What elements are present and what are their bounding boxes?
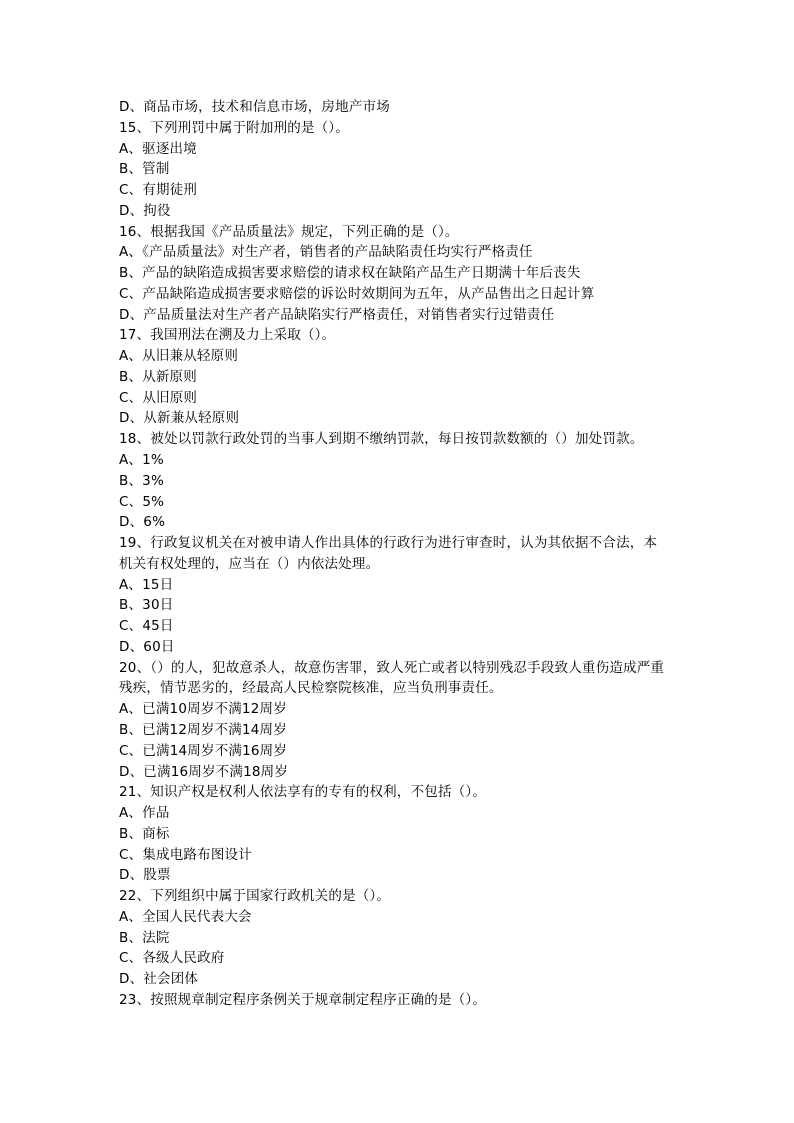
text-line: B、30日 bbox=[119, 597, 174, 614]
text-line: D、股票 bbox=[119, 867, 171, 884]
text-line: 18、被处以罚款行政处罚的当事人到期不缴纳罚款，每日按罚款数额的（）加处罚款。 bbox=[119, 431, 644, 448]
text-line: D、6% bbox=[119, 514, 166, 531]
text-line: B、从新原则 bbox=[119, 368, 197, 385]
text-line: C、5% bbox=[119, 493, 165, 510]
text-line: 20、（）的人，犯故意杀人，故意伤害罪，致人死亡或者以特别残忍手段致人重伤造成严重 bbox=[119, 659, 665, 676]
text-line: D、60日 bbox=[119, 638, 175, 655]
text-line: D、已满16周岁不满18周岁 bbox=[119, 763, 289, 780]
text-line: C、集成电路布图设计 bbox=[119, 846, 252, 863]
text-line: A、1% bbox=[119, 452, 164, 469]
text-line: D、拘役 bbox=[119, 202, 171, 219]
text-line: C、各级人民政府 bbox=[119, 950, 225, 967]
text-line: 机关有权处理的，应当在（）内依法处理。 bbox=[119, 555, 380, 572]
text-line: 残疾，情节恶劣的，经最高人民检察院核准，应当负刑事责任。 bbox=[119, 680, 503, 697]
text-line: A、作品 bbox=[119, 805, 170, 822]
text-line: 21、知识产权是权利人依法享有的专有的权利，不包括（）。 bbox=[119, 784, 487, 801]
text-line: B、商标 bbox=[119, 825, 170, 842]
text-line: B、3% bbox=[119, 472, 164, 489]
text-line: A、从旧兼从轻原则 bbox=[119, 348, 239, 365]
text-line: C、有期徒刑 bbox=[119, 182, 198, 199]
text-line: D、产品质量法对生产者产品缺陷实行严格责任，对销售者实行过错责任 bbox=[119, 306, 555, 323]
text-line: D、社会团体 bbox=[119, 971, 199, 988]
text-line: A、15日 bbox=[119, 576, 174, 593]
text-line: 19、行政复议机关在对被申请人作出具体的行政行为进行审查时，认为其依据不合法，本 bbox=[119, 535, 658, 552]
text-line: A、驱逐出境 bbox=[119, 140, 197, 157]
text-line: B、法院 bbox=[119, 929, 170, 946]
text-line: B、产品的缺陷造成损害要求赔偿的请求权在缺陷产品生产日期满十年后丧失 bbox=[119, 265, 581, 282]
text-line: C、产品缺陷造成损害要求赔偿的诉讼时效期间为五年，从产品售出之日起计算 bbox=[119, 285, 595, 302]
text-line: B、已满12周岁不满14周岁 bbox=[119, 721, 287, 738]
text-line: C、从旧原则 bbox=[119, 389, 198, 406]
text-line: A、《产品质量法》对生产者，销售者的产品缺陷责任均实行严格责任 bbox=[119, 244, 533, 261]
text-line: 16、根据我国《产品质量法》规定，下列正确的是（）。 bbox=[119, 223, 459, 240]
text-line: 15、下列刑罚中属于附加刑的是（）。 bbox=[119, 119, 350, 136]
text-line: C、已满14周岁不满16周岁 bbox=[119, 742, 288, 759]
text-line: 23、按照规章制定程序条例关于规章制定程序正确的是（）。 bbox=[119, 991, 487, 1008]
text-line: A、全国人民代表大会 bbox=[119, 908, 252, 925]
text-line: B、管制 bbox=[119, 161, 170, 178]
document-page bbox=[119, 97, 679, 1011]
text-line: D、从新兼从轻原则 bbox=[119, 410, 240, 427]
text-line: 22、下列组织中属于国家行政机关的是（）。 bbox=[119, 888, 391, 905]
text-line: A、已满10周岁不满12周岁 bbox=[119, 701, 287, 718]
text-line: D、商品市场，技术和信息市场，房地产市场 bbox=[119, 99, 390, 115]
text-line: C、45日 bbox=[119, 618, 174, 635]
text-line: 17、我国刑法在溯及力上采取（）。 bbox=[119, 327, 336, 344]
